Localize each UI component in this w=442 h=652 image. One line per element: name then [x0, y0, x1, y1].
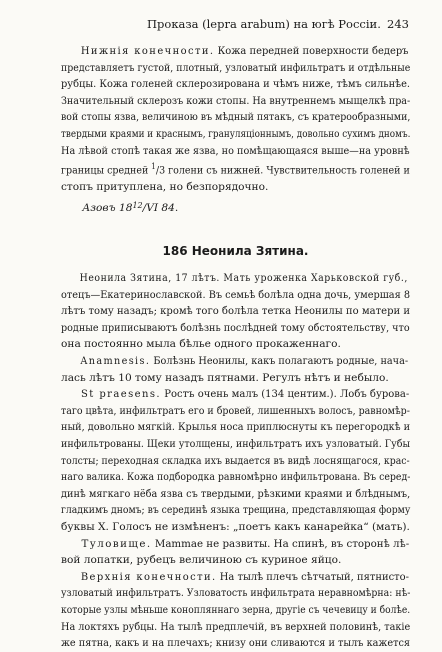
section-lead: Нижнія конечности.	[80, 45, 215, 57]
page-body	[61, 43, 410, 652]
paragraph-family-history: Неонила Зятина, 17 лѣтъ. Мать уроженка Харьковской губ., отецъ—Екатеринославской. Въ семьѣ болѣла одна дочь, умершая 8 лѣтъ тому назадъ; кромѣ того болѣла тетка Неонилы по матери и родные приписываютъ болѣзнь послѣдней тому обстоятельству, что она постоянно мыла бѣлье одного прокаженнаго.	[61, 272, 411, 351]
paragraph-anamnesis: Anamnesis. Болѣзнь Неонилы, какъ полагаютъ родные, нача- лась лѣтъ 10 тому назадъ пятнами. Регулъ нѣтъ и небыло.	[61, 355, 409, 384]
paragraph-trunk: Туловище. Mammae не развиты. На спинѣ, въ сторонѣ лѣ- вой лопатки, рубецъ величиною съ куриное яйцо.	[61, 537, 410, 567]
section-lead: Anamnesis.	[80, 355, 151, 368]
signature-place: Азовъ	[82, 201, 116, 214]
page-number: 243	[387, 17, 409, 31]
section-lead: Верхнія конечности.	[80, 570, 217, 583]
section-lead: Туловище.	[81, 537, 152, 550]
paragraph-lower-limbs: Нижнія конечности. Кожа передней поверхности бедеръ представляетъ густой, плотный, узловатый инфильтратъ и отдѣльные рубцы. Кожа голеней склерозирована и чѣмъ ниже, тѣмъ сильнѣе. Значительный склерозъ кожи стопы. На внутреннемъ мыщелкѣ пра- вой стопы язва, величиною въ мѣдный пятакъ, съ кратерообразными, твердыми краями и краснымъ, грануляціоннымъ, довольно сухимъ дномъ. На лѣвой стопѣ такая же язва, но помѣщающаяся выше—на уровнѣ границы средней $^1$/3 голени съ нижней. Чувствительность голеней и стопъ притуплена, но безпорядочно.	[61, 45, 411, 194]
section-lead: St praesens.	[81, 388, 162, 401]
running-title: Проказа (lepra arabum) на югѣ Россіи.	[147, 17, 381, 31]
date-signature: Азовъ $18^{12}/VI$ 84.	[82, 200, 179, 214]
paragraph-upper-limbs: Верхнія конечности. На тылѣ плечъ сѣтчатый, пятнисто- узловатый инфильтратъ. Узловатость инфильтрата неравномѣрна: нѣ- которые узлы мѣньше конопляннаго зерна, другіе съ чечевицу и болѣе. На локтяхъ рубцы. На тылѣ предплечій, въ верхней половинѣ, такіе же пятна, какъ и на плечахъ; книзу они сливаются и тылъ кажется	[61, 570, 411, 650]
paragraph-status-praesens: St praesens. Ростъ очень малъ (134 центим.). Лобъ бурова- таго цвѣта, инфильтратъ его и бровей, лишенныхъ волосъ, равномѣр- ный, довольно мягкій. Крылья носа приплюснуты къ перегородкѣ и инфильтрованы. Щеки утолщены, инфильтратъ ихъ узловатый. Губы толсты; переходная складка ихъ выдается въ видѣ лоснящагося, крас- наго валика. Кожа подбородка равномѣрно инфильтрована. Въ серед- динѣ мягкаго нёба язва съ твердыми, рѣзкими краями и блѣднымъ, гладкимъ дномъ; въ серединѣ языка трещина, представляющая форму буквы X. Голосъ не измѣненъ: „поетъ какъ канарейка“ (мать).	[61, 388, 411, 533]
page-header	[0, 17, 442, 33]
case-heading: 186 Неонила Зятина.	[162, 244, 309, 259]
